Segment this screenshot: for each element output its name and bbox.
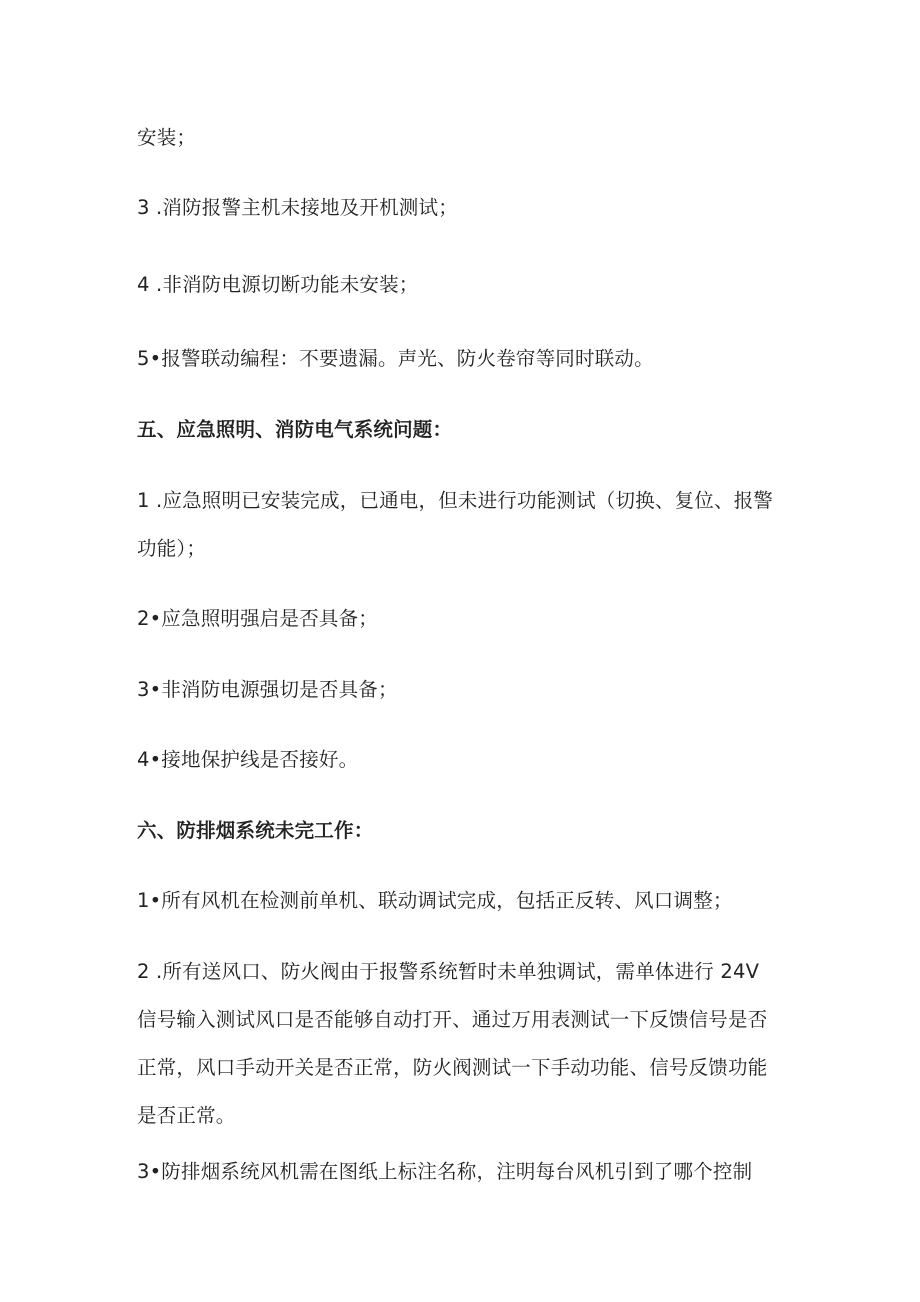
text-line-continuation: 安装； (137, 126, 197, 149)
section5-item-1-cont: 功能）； (137, 537, 207, 560)
section6-item-3: 3•防排烟系统风机需在图纸上标注名称，注明每台风机引到了哪个控制 (137, 1160, 753, 1183)
section5-item-3: 3•非消防电源强切是否具备； (137, 678, 398, 701)
section5-item-2: 2•应急照明强启是否具备； (137, 607, 379, 630)
list-item-4: 4 .非消防电源切断功能未安装； (137, 273, 419, 296)
section6-item-2-cont-3: 是否正常。 (137, 1104, 236, 1127)
section5-item-1: 1 .应急照明已安装完成，已通电，但未进行功能测试（切换、复位、报警 (137, 489, 774, 512)
section6-item-1: 1•所有风机在检测前单机、联动调试完成，包括正反转、风口调整； (137, 889, 733, 912)
list-item-5: 5•报警联动编程：不要遗漏。声光、防火卷帘等同时联动。 (137, 347, 654, 370)
section6-item-2: 2 .所有送风口、防火阀由于报警系统暂时未单独调试，需单体进行 24V (137, 960, 760, 983)
section-heading-5: 五、应急照明、消防电气系统问题： (137, 418, 453, 441)
section6-item-2-cont-2: 正常，风口手动开关是否正常，防火阀测试一下手动功能、信号反馈功能 (137, 1056, 768, 1079)
section-heading-6: 六、防排烟系统未完工作： (137, 819, 374, 842)
list-item-3: 3 .消防报警主机未接地及开机测试； (137, 196, 458, 219)
section5-item-4: 4•接地保护线是否接好。 (137, 748, 359, 771)
section6-item-2-cont-1: 信号输入测试风口是否能够自动打开、通过万用表测试一下反馈信号是否 (137, 1008, 768, 1031)
